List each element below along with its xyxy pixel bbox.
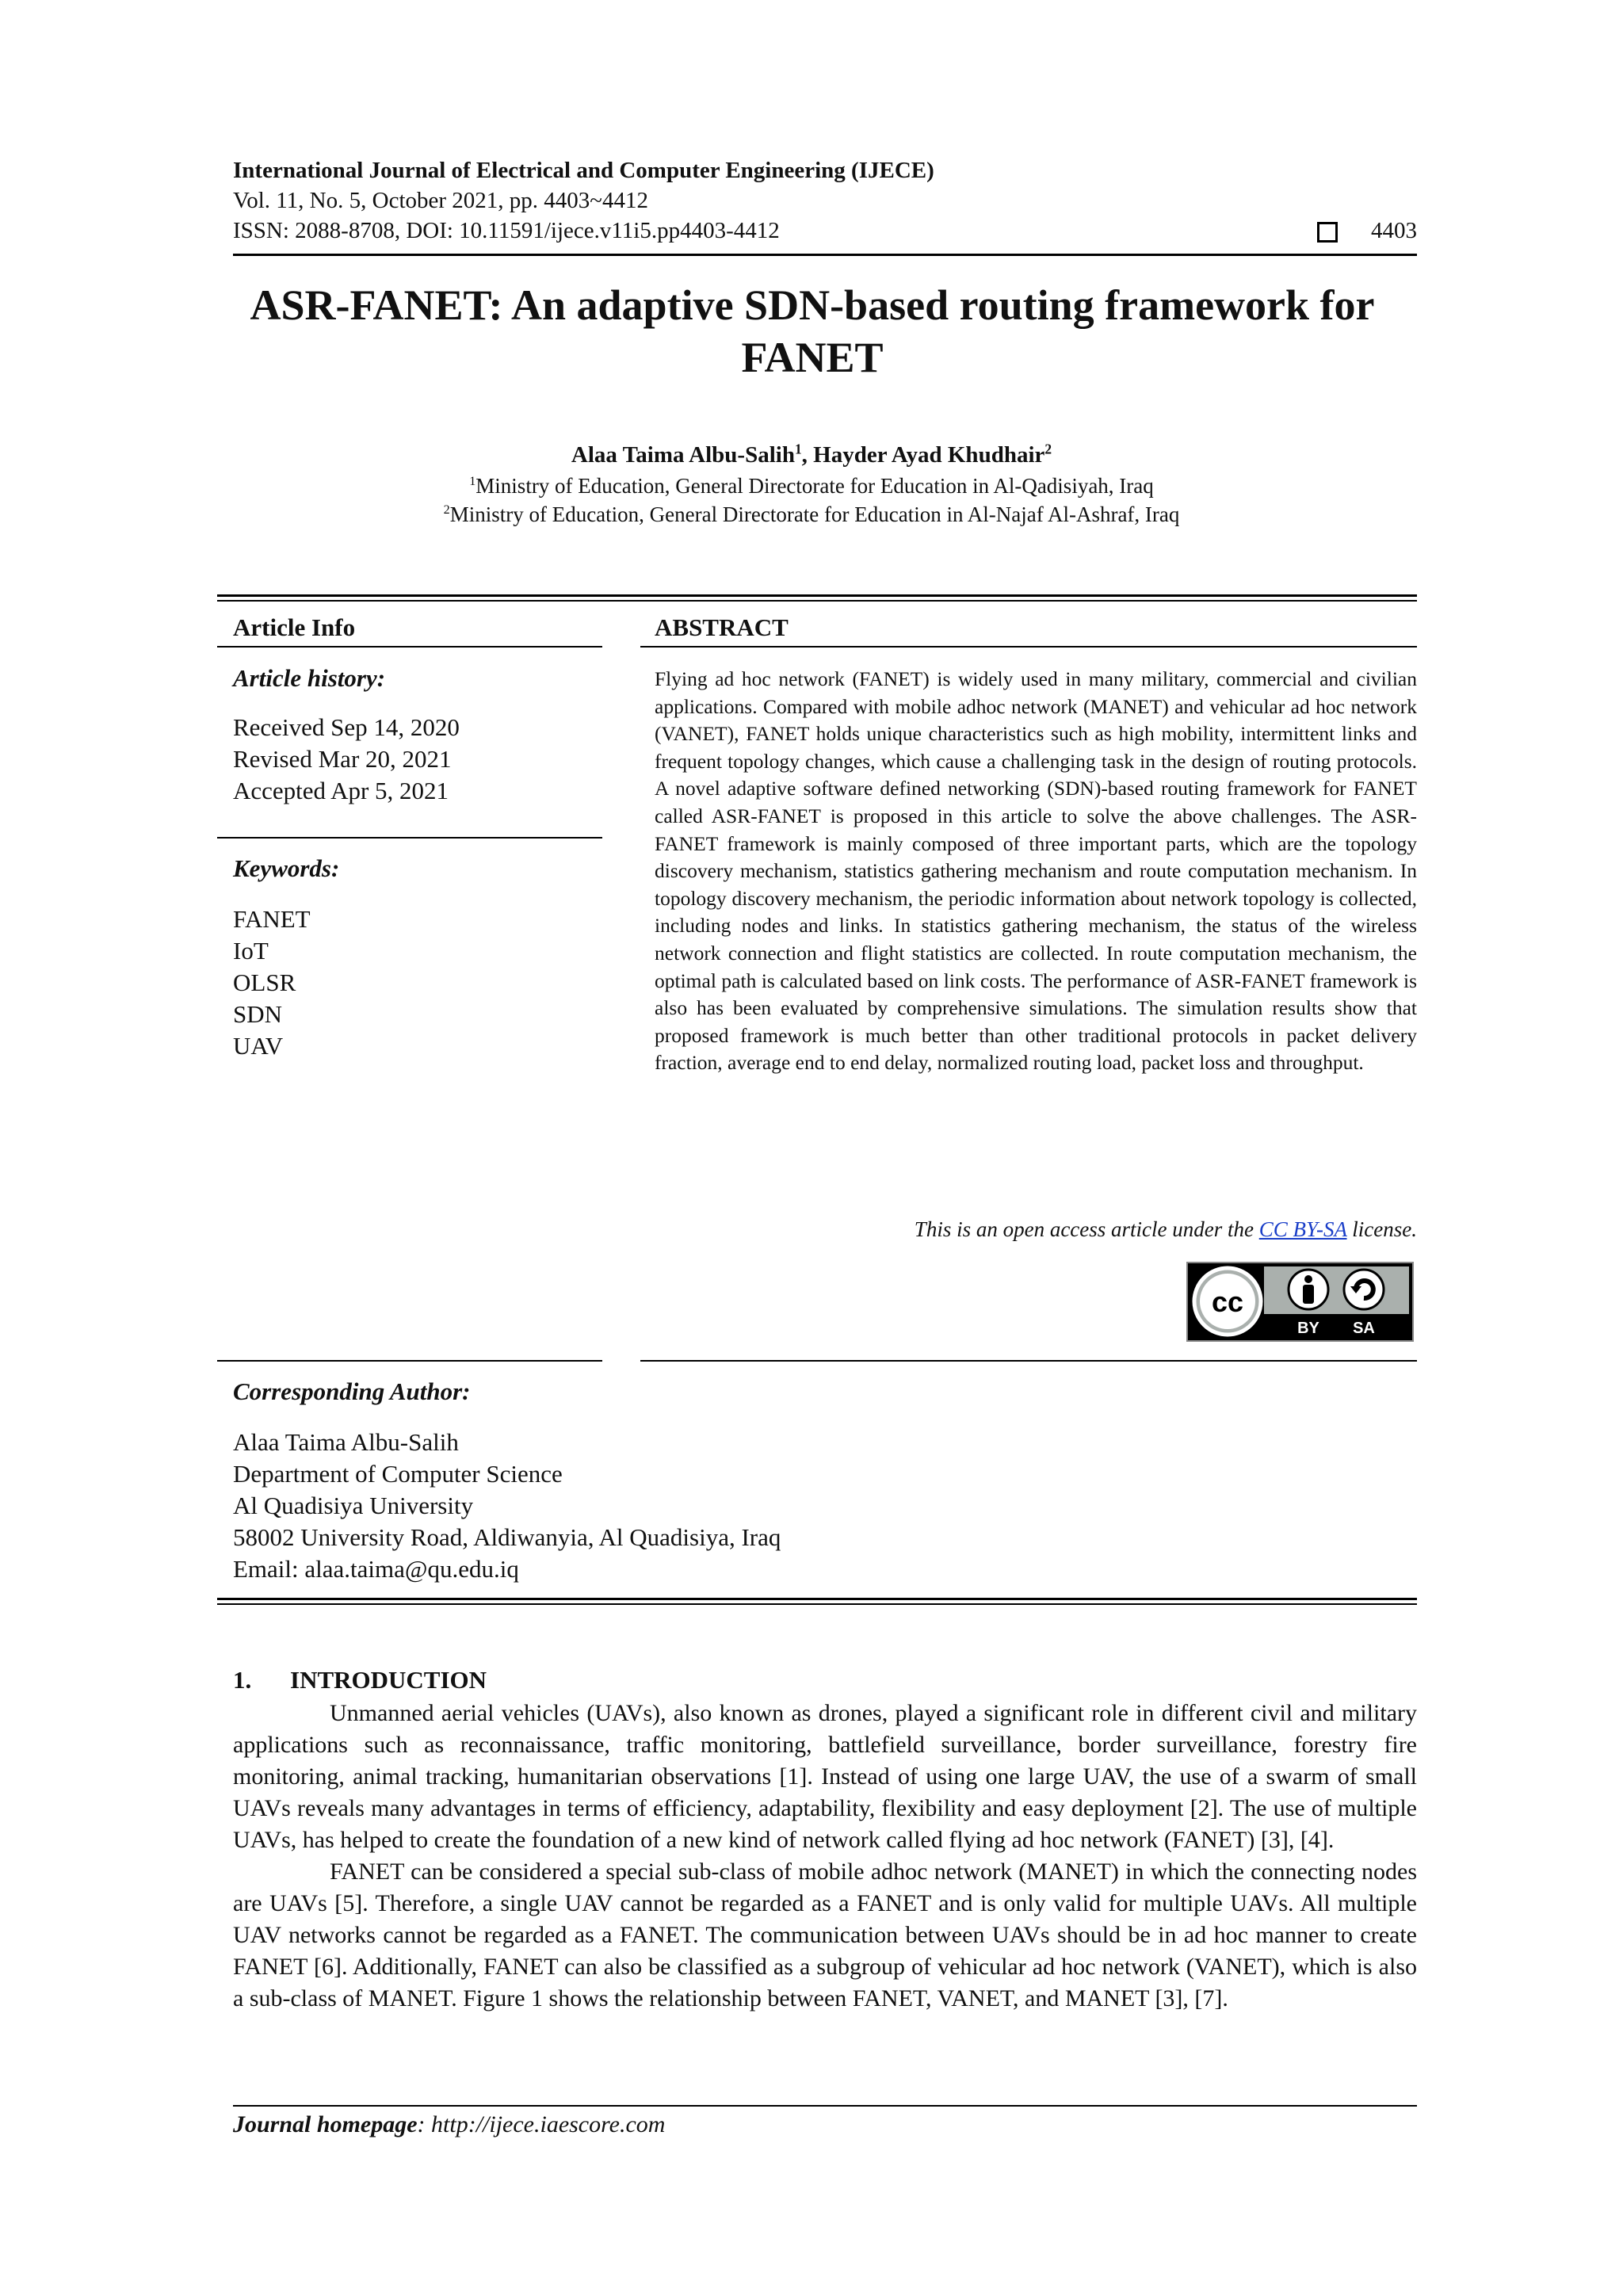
affil-marker: 2	[1044, 441, 1052, 457]
journal-name: International Journal of Electrical and Computer Engineering (IJECE)	[233, 158, 934, 183]
keyword: FANET	[233, 905, 311, 933]
info-top-rule-2	[217, 600, 1417, 602]
footer-label: Journal homepage	[233, 2111, 418, 2137]
sa-label: SA	[1353, 1320, 1375, 1337]
affil-marker: 2	[443, 502, 450, 517]
affiliation-text: Ministry of Education, General Directorate for Education in Al-Najaf Al-Ashraf, Iraq	[449, 502, 1180, 526]
keyword: OLSR	[233, 968, 296, 996]
corresponding-rule	[217, 1360, 602, 1362]
author-separator: ,	[801, 442, 814, 468]
history-accepted: Accepted Apr 5, 2021	[233, 777, 449, 804]
license-prefix: This is an open access article under the	[914, 1217, 1259, 1241]
abstract-body	[655, 666, 1417, 1077]
abstract-heading: ABSTRACT	[655, 613, 789, 641]
intro-paragraph: FANET can be considered a special sub-class of mobile adhoc network (MANET) in which the connecting nodes are UAVs [5]. Therefore, a single UAV cannot be regarded as a FANET and is only valid for multiple UAVs. All multiple UAV networks cannot be regarded as a FANET. The communication between UAVs should be in ad hoc manner to create FANET [6]. Additionally, FANET can also be classified as a subgroup of vehicular ad hoc network (VANET), which is also a sub-class of MANET. Figure 1 shows the relationship between FANET, VANET, and MANET [3], [7].	[233, 1859, 1417, 2011]
intro-number: 1.	[233, 1666, 252, 1694]
info-bottom-rule-2	[217, 1603, 1417, 1605]
author-name: Alaa Taima Albu-Salih	[571, 442, 795, 468]
intro-body	[233, 1698, 1417, 2015]
cc-by-sa-link[interactable]: CC BY-SA	[1258, 1217, 1347, 1241]
article-info-heading: Article Info	[233, 613, 356, 641]
keyword: SDN	[233, 1000, 283, 1028]
affiliation	[0, 472, 1623, 499]
affiliation-text: Ministry of Education, General Directorate for Education in Al-Qadisiyah, Iraq	[475, 474, 1154, 498]
page-number: 4403	[1371, 218, 1417, 243]
paper-title: ASR-FANET: An adaptive SDN-based routing framework for FANET	[250, 281, 1375, 381]
article-info-rule	[217, 646, 602, 648]
footer-separator: :	[417, 2111, 432, 2137]
history-received: Received Sep 14, 2020	[233, 713, 460, 741]
journal-homepage	[233, 2111, 665, 2138]
abstract-text: Flying ad hoc network (FANET) is widely used in many military, commercial and civilian applications. Compared with mobile adhoc network (MANET) and vehicular ad hoc network (VANET), FANET holds unique characteristics such as high mobility, intermittent links and frequent topology changes, which cause a challenging task in the design of routing protocols. A novel adaptive software defined networking (SDN)-based routing framework for FANET called ASR-FANET is proposed in this article to solve the above challenges. The ASR-FANET framework is mainly composed of three important parts, which are the topology discovery mechanism, statistics gathering mechanism and route computation mechanism. In topology discovery mechanism, the periodic information about network topology is collected, including nodes and links. In statistics gathering mechanism, the status of the wireless network connection and flight statistics are collected. In route computation mechanism, the optimal path is calculated based on link costs. The performance of ASR-FANET framework is also has been evaluated by comprehensive simulations. The simulation results show that proposed framework is much better than other traditional protocols in packet delivery fraction, average end to end delay, normalized routing load, packet loss and throughput.	[655, 667, 1417, 1075]
affil-marker: 1	[794, 441, 802, 457]
corresponding-heading: Corresponding Author:	[233, 1377, 471, 1405]
license-suffix: license.	[1346, 1217, 1417, 1241]
info-bottom-rule	[217, 1598, 1417, 1600]
issn-doi: ISSN: 2088-8708, DOI: 10.11591/ijece.v11i5.pp4403-4412	[233, 218, 780, 243]
author-line	[0, 441, 1623, 469]
info-top-rule	[217, 594, 1417, 597]
keywords-rule	[217, 837, 602, 839]
keyword: UAV	[233, 1032, 284, 1060]
author-name: Hayder Ayad Khudhair	[813, 442, 1045, 468]
corresponding-address: 58002 University Road, Aldiwanyia, Al Quadisiya, Iraq	[233, 1523, 781, 1551]
abstract-bottom-rule	[640, 1360, 1417, 1362]
affiliation	[0, 501, 1623, 528]
abstract-rule	[640, 646, 1417, 648]
affil-marker: 1	[469, 474, 476, 488]
license-notice	[655, 1217, 1417, 1242]
by-label: BY	[1297, 1320, 1319, 1337]
keywords-heading: Keywords:	[233, 854, 340, 882]
intro-paragraph: Unmanned aerial vehicles (UAVs), also known as drones, played a significant role in different civil and military applications such as reconnaissance, traffic monitoring, battlefield surveillance, border surveillance, forestry fire monitoring, animal tracking, humanitarian observations [1]. Instead of using one large UAV, the use of a swarm of small UAVs reveals many advantages in terms of efficiency, adaptability, flexibility and easy deployment [2]. The use of multiple UAVs, has helped to create the foundation of a new kind of network called flying ad hoc network (FANET) [3], [4].	[233, 1700, 1417, 1853]
corresponding-email: Email: alaa.taima@qu.edu.iq	[233, 1555, 519, 1583]
header-rule	[233, 254, 1417, 256]
history-revised: Revised Mar 20, 2021	[233, 745, 452, 773]
by-person-icon	[1303, 1285, 1314, 1304]
checkbox-icon	[1317, 222, 1338, 243]
volume-info: Vol. 11, No. 5, October 2021, pp. 4403~4412	[233, 188, 648, 213]
corresponding-dept: Department of Computer Science	[233, 1460, 563, 1488]
corresponding-university: Al Quadisiya University	[233, 1492, 474, 1519]
homepage-url[interactable]: http://ijece.iaescore.com	[431, 2111, 666, 2137]
cc-badge-graphic	[1188, 1263, 1412, 1340]
keyword: IoT	[233, 937, 269, 965]
intro-heading: INTRODUCTION	[290, 1666, 487, 1694]
corresponding-name: Alaa Taima Albu-Salih	[233, 1428, 459, 1456]
footer-rule	[233, 2105, 1417, 2107]
cc-by-sa-badge[interactable]	[1186, 1262, 1414, 1342]
history-heading: Article history:	[233, 664, 386, 692]
cc-logo-text: cc	[1211, 1286, 1244, 1318]
